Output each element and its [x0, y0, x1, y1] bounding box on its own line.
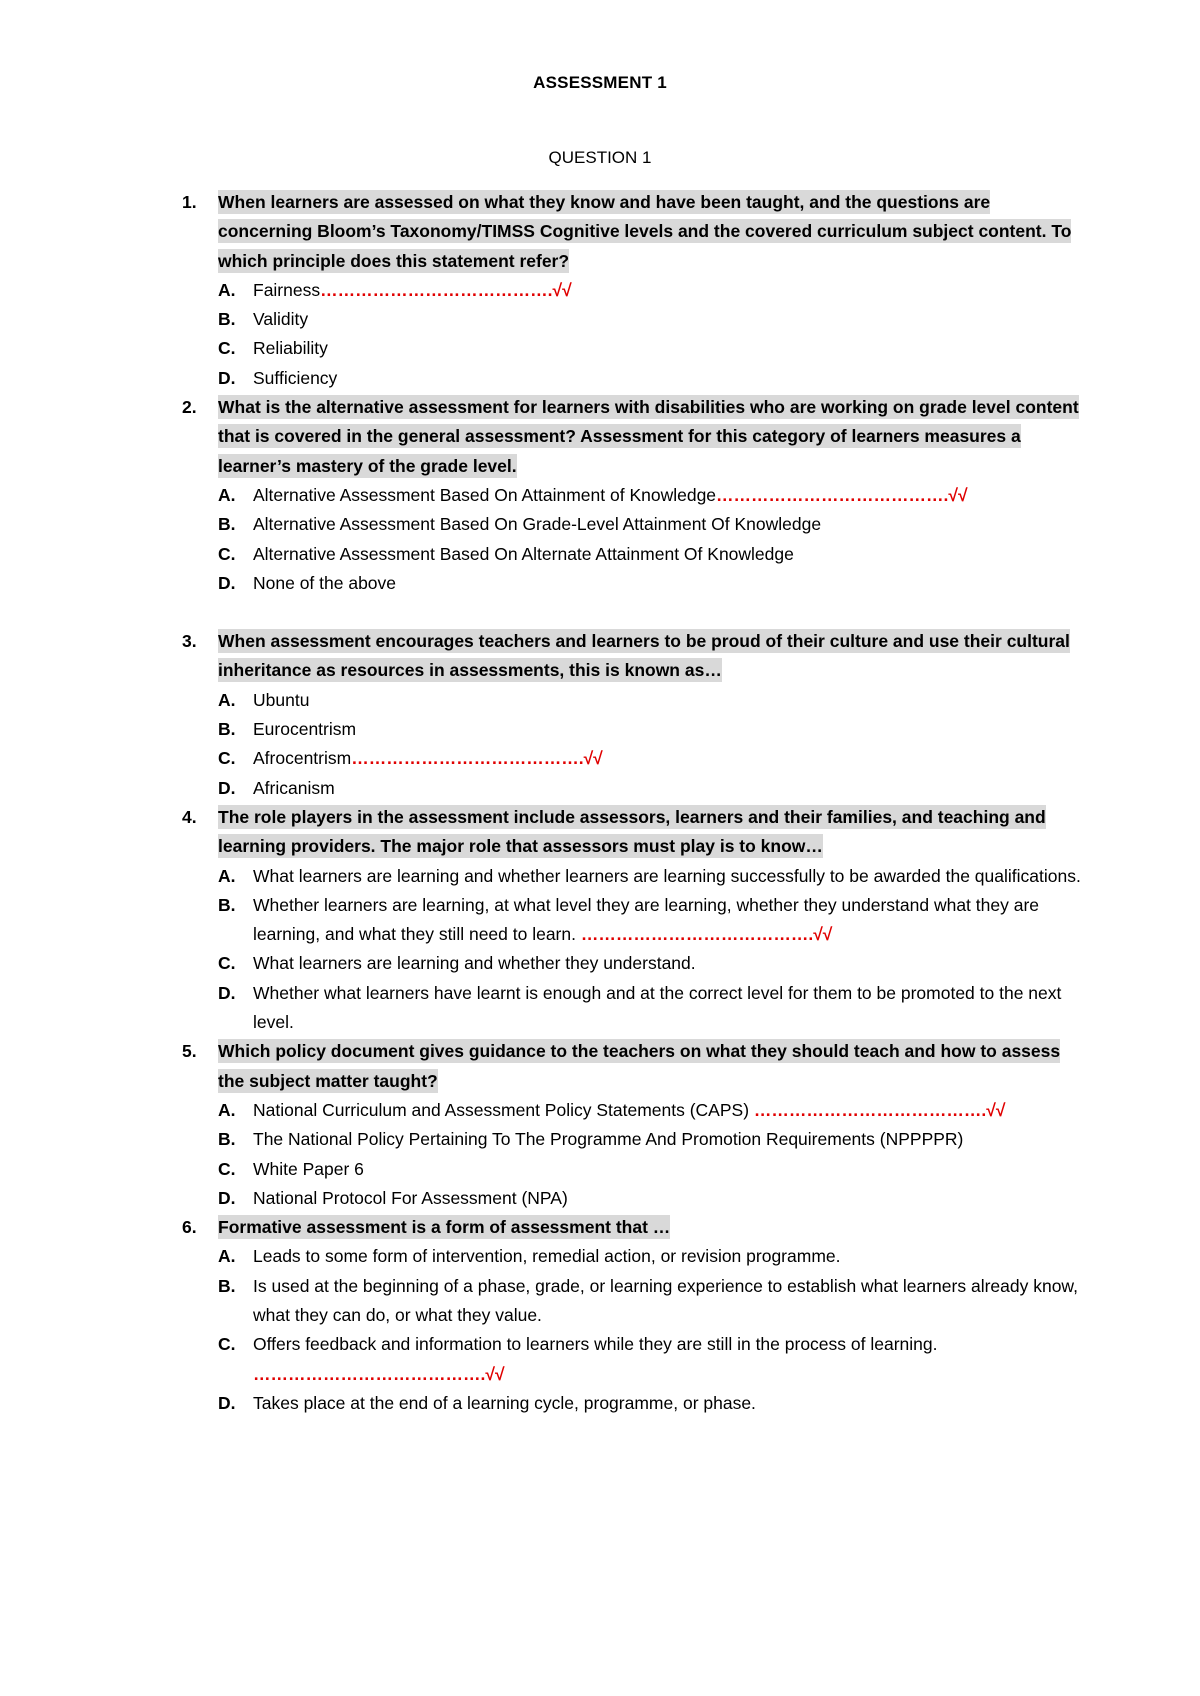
option-letter: D.: [218, 982, 236, 1003]
question-item: [182, 188, 1082, 393]
section-title: QUESTION 1: [548, 148, 652, 167]
option-list: [218, 1242, 1082, 1418]
correct-answer-mark: ………………………………….√√: [320, 279, 572, 300]
option-letter: B.: [218, 309, 236, 330]
answer-option: [218, 774, 1082, 803]
option-text: None of the above: [253, 572, 397, 593]
option-text: Validity: [253, 309, 309, 330]
answer-option: [218, 1184, 1082, 1213]
question-item: [182, 627, 1082, 803]
correct-answer-mark: ………………………………….√√: [716, 484, 968, 505]
option-list: [218, 1096, 1082, 1213]
correct-answer-mark: ………………………………….√√: [351, 748, 603, 769]
option-letter: A.: [218, 1099, 236, 1120]
option-letter: B.: [218, 1275, 236, 1296]
option-letter: D.: [218, 572, 236, 593]
answer-option: [218, 305, 1082, 334]
question-text: Which policy document gives guidance to the teachers on what they should teach and how to assess the subject matter taught?: [218, 1041, 1061, 1091]
answer-option: [218, 1125, 1082, 1154]
option-letter: A.: [218, 279, 236, 300]
question-text: When assessment encourages teachers and learners to be proud of their culture and use their cultural inheritance as resources in assessments, this is known as…: [218, 631, 1070, 681]
option-letter: C.: [218, 543, 236, 564]
answer-option: [218, 481, 1082, 510]
option-text: The National Policy Pertaining To The Programme And Promotion Requirements (NPPPPR): [253, 1129, 964, 1150]
answer-option: [218, 1389, 1082, 1418]
option-letter: D.: [218, 777, 236, 798]
option-text: Whether what learners have learnt is enough and at the correct level for them to be promoted to the next level.: [253, 982, 1062, 1033]
option-text: Alternative Assessment Based On Attainment of Knowledge………………………………….√√: [253, 484, 968, 505]
question-item: [182, 803, 1082, 1037]
option-text: Takes place at the end of a learning cycle, programme, or phase.: [253, 1392, 756, 1413]
option-text: Afrocentrism………………………………….√√: [253, 748, 603, 769]
option-text: Whether learners are learning, at what level they are learning, whether they understand what they are learning, and what they still need to learn. ………………………………….√√: [253, 894, 1040, 945]
option-text: Ubuntu: [253, 689, 310, 710]
option-text: Offers feedback and information to learners while they are still in the process of learning. ………………………………….√√: [253, 1334, 938, 1384]
answer-option: [218, 715, 1082, 744]
option-text: Fairness………………………………….√√: [253, 279, 572, 300]
question-number: 4.: [182, 806, 197, 827]
answer-option: [218, 510, 1082, 539]
answer-option: [218, 744, 1082, 773]
option-list: [218, 481, 1082, 598]
option-text: Eurocentrism: [253, 719, 357, 740]
option-letter: C.: [218, 338, 236, 359]
answer-option: [218, 1330, 1082, 1389]
question-item: [182, 393, 1082, 627]
option-letter: B.: [218, 894, 236, 915]
answer-option: [218, 1096, 1082, 1125]
option-text: Leads to some form of intervention, remedial action, or revision programme.: [253, 1246, 841, 1267]
question-text: What is the alternative assessment for learners with disabilities who are working on grade level content that is covered in the general assessment? Assessment for this category of learners measures a learner’s mastery of the grade level.: [218, 397, 1079, 476]
option-letter: C.: [218, 1158, 236, 1179]
option-text: Alternative Assessment Based On Grade-Level Attainment Of Knowledge: [253, 514, 822, 535]
correct-answer-mark: ………………………………….√√: [253, 1363, 505, 1384]
question-item: [182, 1037, 1082, 1213]
option-letter: C.: [218, 953, 236, 974]
question-text: When learners are assessed on what they know and have been taught, and the questions are concerning Bloom’s Taxonomy/TIMSS Cognitive levels and the covered curriculum subject content. To which principle does this statement refer?: [218, 192, 1072, 271]
question-number: 6.: [182, 1217, 197, 1238]
answer-option: [218, 862, 1082, 891]
correct-answer-mark: ………………………………….√√: [580, 924, 833, 945]
option-letter: C.: [218, 1334, 236, 1355]
option-list: [218, 686, 1082, 803]
option-text: Reliability: [253, 338, 328, 359]
option-text: White Paper 6: [253, 1158, 364, 1179]
option-letter: A.: [218, 865, 236, 886]
option-text: Africanism: [253, 777, 335, 798]
option-text: Alternative Assessment Based On Alternate Attainment Of Knowledge: [253, 543, 794, 564]
answer-option: [218, 569, 1082, 598]
question-number: 2.: [182, 397, 197, 418]
question-text: Formative assessment is a form of assessment that …: [218, 1217, 671, 1238]
option-letter: A.: [218, 689, 236, 710]
option-text: Is used at the beginning of a phase, grade, or learning experience to establish what learners already know, what they can do, or what they value.: [253, 1275, 1078, 1325]
question-item: [182, 1213, 1082, 1418]
option-letter: B.: [218, 1129, 236, 1150]
option-letter: A.: [218, 1246, 236, 1267]
question-text: The role players in the assessment include assessors, learners and their families, and teaching and learning providers. The major role that assessors must play is to know…: [218, 806, 1046, 857]
option-letter: A.: [218, 484, 236, 505]
answer-option: [218, 1242, 1082, 1271]
question-list: [182, 188, 1082, 1418]
answer-option: [218, 540, 1082, 569]
option-text: National Protocol For Assessment (NPA): [253, 1187, 568, 1208]
option-list: [218, 862, 1082, 1038]
option-letter: B.: [218, 719, 236, 740]
question-number: 5.: [182, 1041, 197, 1062]
answer-option: [218, 686, 1082, 715]
answer-option: [218, 1155, 1082, 1184]
option-letter: C.: [218, 748, 236, 769]
answer-option: [218, 979, 1082, 1038]
answer-option: [218, 891, 1082, 950]
option-text: What learners are learning and whether learners are learning successfully to be awarded the qualifications.: [253, 865, 1081, 886]
document-title: ASSESSMENT 1: [533, 73, 667, 92]
option-text: National Curriculum and Assessment Policy Statements (CAPS) ………………………………….√√: [253, 1099, 1006, 1120]
answer-option: [218, 364, 1082, 393]
answer-option: [218, 1272, 1082, 1331]
option-letter: D.: [218, 367, 236, 388]
option-text: Sufficiency: [253, 367, 338, 388]
answer-option: [218, 276, 1082, 305]
option-text: What learners are learning and whether they understand.: [253, 953, 696, 974]
question-number: 3.: [182, 631, 197, 652]
answer-option: [218, 334, 1082, 363]
question-number: 1.: [182, 192, 197, 212]
option-letter: B.: [218, 514, 236, 535]
correct-answer-mark: ………………………………….√√: [753, 1099, 1006, 1120]
answer-option: [218, 949, 1082, 978]
option-letter: D.: [218, 1392, 236, 1413]
option-list: [218, 276, 1082, 393]
option-letter: D.: [218, 1187, 236, 1208]
